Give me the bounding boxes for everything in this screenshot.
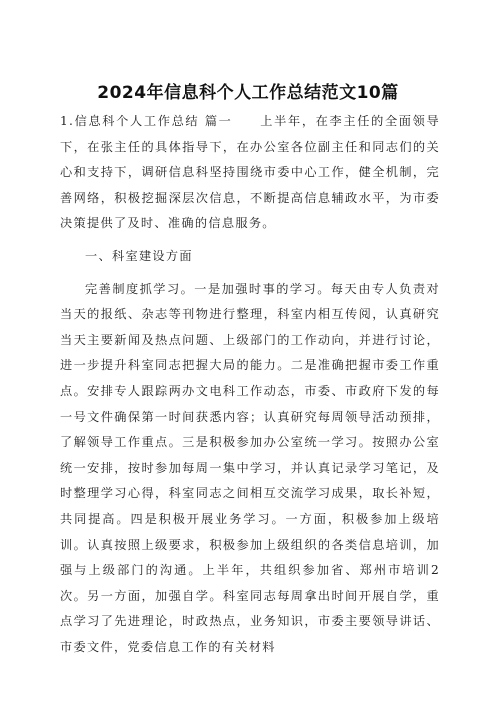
document-title: 2024年信息科个人工作总结范文10篇: [97, 83, 399, 103]
section-heading: 一、科室建设方面: [85, 248, 193, 263]
intro-paragraph: 1.信息科个人工作总结 篇一 上半年，在李主任的全面领导下，在张主任的具体指导下，在办公室各位副主任和同志们的关心和支持下，调研信息科坚持围绕市委中心工作，健全机制，完善网络，积极挖掘深层次信息，不断提高信息辅政水平，为市委决策提供了及时、准确的信息服务。: [60, 114, 440, 231]
body-paragraph: 完善制度抓学习。一是加强时事的学习。每天由专人负责对当天的报纸、杂志等刊物进行整理，科室内相互传阅，认真研究当天主要新闻及热点问题、上级部门的工作动向，并进行讨论，进一步提升科室同志把握大局的能力。二是准确把握市委工作重点。安排专人跟踪两办文电科工作动态，市委、市政府下发的每一号文件确保第一时间获悉内容；认真研究每周领导活动预排，了解领导工作重点。三是积极参加办公室统一学习。按照办公室统一安排，按时参加每周一集中学习，并认真记录学习笔记，及时整理学习心得，科室同志之间相互交流学习成果，取长补短，共同提高。四是积极开展业务学习。一方面，积极参加上级培训。认真按照上级要求，积极参加上级组织的各类信息培训，加强与上级部门的沟通。上半年，共组织参加省、郑州市培训2次。另一方面，加强自学。科室同志每周拿出时间开展自学，重点学习了先进理论，时政热点，业务知识，市委主要领导讲话、市委文件，党委信息工作的有关材料: [60, 281, 440, 654]
document-body: [60, 109, 440, 660]
